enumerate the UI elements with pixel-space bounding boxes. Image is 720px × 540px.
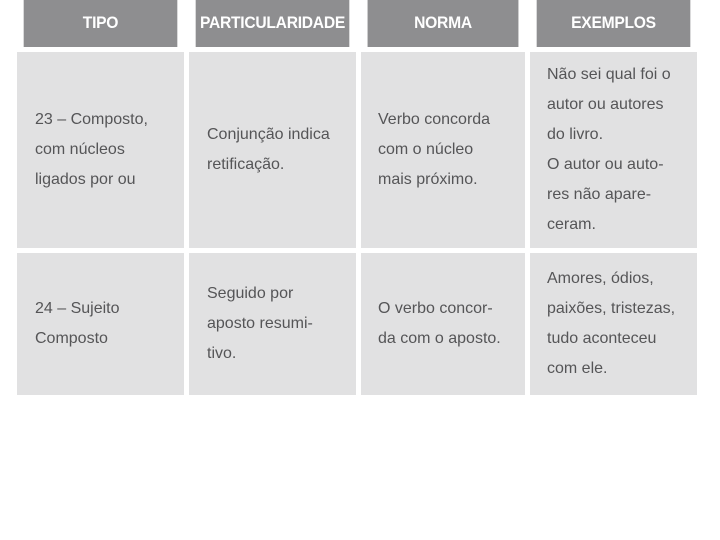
row-23-particularidade-cell [189,52,356,248]
header-particularidade [196,0,350,47]
row-24-particularidade: Seguido por aposto resumi- tivo. [207,285,313,362]
header-particularidade-label: PARTICULARIDADE [199,12,346,32]
row-23-exemplos: Não sei qual foi o autor ou autores do livro. O autor ou auto- res não apare- ceram. [547,66,671,233]
header-exemplos-label: EXEMPLOS [571,12,656,32]
row-23-norma: Verbo concorda com o núcleo mais próximo. [378,111,491,188]
row-24-particularidade-cell [189,253,356,395]
row-23-tipo: 23 – Composto, com núcleos ligados por ou [35,111,148,188]
row-24-exemplos: Amores, ódios, paixões, tristezas, tudo aconteceu com ele. [547,270,676,377]
row-24-norma-cell [361,253,525,395]
header-norma [368,0,519,47]
row-24-norma: O verbo concor- da com o aposto. [378,300,501,347]
row-23-exemplos-cell [530,52,697,248]
row-24-tipo: 24 – Sujeito Composto [35,300,120,347]
row-24-tipo-cell [17,253,184,395]
row-23-tipo-cell [17,52,184,248]
header-norma-label: NORMA [414,12,472,32]
grammar-table [17,0,698,390]
row-23-particularidade: Conjunção indica retificação. [207,126,330,173]
row-23-norma-cell [361,52,525,248]
header-exemplos [537,0,691,47]
header-tipo [24,0,178,47]
header-tipo-label: TIPO [82,12,119,32]
row-24-exemplos-cell [530,253,697,395]
